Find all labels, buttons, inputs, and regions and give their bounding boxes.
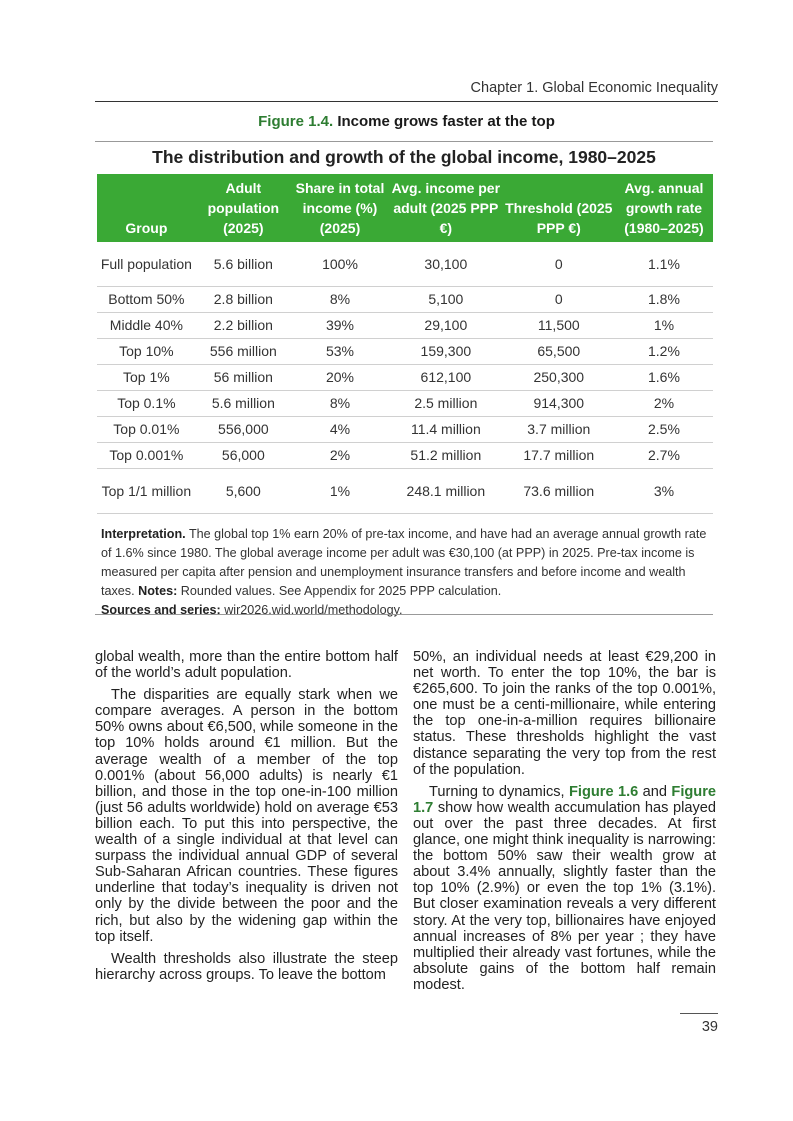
- paragraph-text: and: [638, 783, 672, 800]
- table-cell: 2%: [291, 443, 389, 469]
- left-column: [95, 649, 398, 989]
- table-cell: Full population: [97, 242, 196, 287]
- page-number-rule: [680, 1013, 718, 1014]
- table-cell: Top 1%: [97, 365, 196, 391]
- distribution-table: [97, 174, 713, 514]
- table-cell: 11,500: [503, 313, 615, 339]
- col-header: Avg. income per adult (2025 PPP €): [389, 174, 503, 242]
- paragraph-text: show how wealth accumulation has played out over the past three decades. At first glance, one might think inequality is narrowing: the bottom 50% saw their wealth grow at about 3.4% annually, slightly faster than the top 10% (2.9%) or even the top 1% (3.1%). But closer examination reveals a very different story. At the very top, billionaires have enjoyed annual increases of 8% per year ; they have multiplied their already vast fortunes, while the absolute gains of the bottom half remain modest.: [413, 799, 716, 993]
- paragraph: Wealth thresholds also illustrate the steep hierarchy across groups. To leave the bottom: [95, 950, 398, 983]
- table-cell: 4%: [291, 417, 389, 443]
- table-cell: Middle 40%: [97, 313, 196, 339]
- table-row: [97, 417, 713, 443]
- table-cell: Top 10%: [97, 339, 196, 365]
- table-cell: 2.5%: [615, 417, 713, 443]
- paragraph: global wealth, more than the entire bottom half of the world’s adult population.: [95, 649, 398, 682]
- table-cell: 56 million: [196, 365, 291, 391]
- figure-1-6-link[interactable]: Figure 1.6: [568, 783, 639, 800]
- page-number: 39: [701, 1019, 718, 1035]
- table-cell: Bottom 50%: [97, 287, 196, 313]
- paragraph: [413, 784, 716, 993]
- table-row: [97, 391, 713, 417]
- table-cell: 29,100: [389, 313, 503, 339]
- table-notes: [101, 525, 713, 620]
- table-cell: Top 0.001%: [97, 443, 196, 469]
- table-cell: 30,100: [389, 242, 503, 287]
- table-cell: 1%: [615, 313, 713, 339]
- table-cell: Top 0.01%: [97, 417, 196, 443]
- table-row: [97, 287, 713, 313]
- col-header: Group: [97, 174, 196, 242]
- table-cell: 17.7 million: [503, 443, 615, 469]
- sources-text: wir2026.wid.world/methodology.: [220, 603, 403, 617]
- sources-label: Sources and series:: [101, 603, 221, 617]
- table-cell: 65,500: [503, 339, 615, 365]
- table-cell: 0: [503, 287, 615, 313]
- table-cell: 556,000: [196, 417, 291, 443]
- header-rule: [95, 101, 718, 102]
- table-cell: 1%: [291, 469, 389, 514]
- table-cell: 8%: [291, 391, 389, 417]
- table-cell: 1.1%: [615, 242, 713, 287]
- table-row: [97, 443, 713, 469]
- notes-text: Rounded values. See Appendix for 2025 PPP calculation.: [177, 584, 502, 598]
- table-row: [97, 242, 713, 287]
- table-cell: 1.6%: [615, 365, 713, 391]
- table-cell: 1.2%: [615, 339, 713, 365]
- table-cell: 556 million: [196, 339, 291, 365]
- table-cell: 5.6 million: [196, 391, 291, 417]
- chapter-header: Chapter 1. Global Economic Inequality: [470, 80, 718, 96]
- col-header: Avg. annual growth rate (1980–2025): [615, 174, 713, 242]
- table-row: [97, 469, 713, 514]
- table-cell: 39%: [291, 313, 389, 339]
- table-cell: 2.8 billion: [196, 287, 291, 313]
- table-cell: 56,000: [196, 443, 291, 469]
- table-cell: Top 1/1 million: [97, 469, 196, 514]
- table-cell: 612,100: [389, 365, 503, 391]
- figure-1-7-link[interactable]: Figure 1.7: [413, 783, 716, 816]
- interpretation-label: Interpretation.: [101, 527, 186, 541]
- table-cell: Top 0.1%: [97, 391, 196, 417]
- figure-caption: Income grows faster at the top: [337, 113, 555, 130]
- table-row: [97, 339, 713, 365]
- paragraph: The disparities are equally stark when we compare averages. A person in the bottom 50% owns about €6,500, while someone in the top 10% holds around €1 million. But the average wealth of a member of the top 0.001% (about 56,000 adults) is nearly €1 billion, and those in the top one-in-100 million (just 56 adults worldwide) hold on average €53 billion each. To put this into perspective, the wealth of a single individual at that level can surpass the individual annual GDP of several Sub-Saharan African countries. These figures underline that today’s inequality is driven not only by the divide between the poor and the rich, but also by the widening gap within the top itself.: [95, 687, 398, 945]
- table-cell: 2%: [615, 391, 713, 417]
- table-top-rule: [95, 141, 713, 142]
- table-cell: 1.8%: [615, 287, 713, 313]
- table-row: [97, 365, 713, 391]
- table-cell: 3.7 million: [503, 417, 615, 443]
- right-column: [413, 649, 716, 999]
- table-bottom-rule: [95, 614, 713, 615]
- figure-title: [95, 113, 718, 130]
- table-cell: 248.1 million: [389, 469, 503, 514]
- table-cell: 2.7%: [615, 443, 713, 469]
- table-title: The distribution and growth of the global income, 1980–2025: [152, 147, 656, 167]
- table-cell: 100%: [291, 242, 389, 287]
- notes-label: Notes:: [138, 584, 178, 598]
- table-header-row: [97, 174, 713, 242]
- table-cell: 8%: [291, 287, 389, 313]
- table-cell: 5,100: [389, 287, 503, 313]
- table-cell: 914,300: [503, 391, 615, 417]
- table-cell: 11.4 million: [389, 417, 503, 443]
- table-cell: 73.6 million: [503, 469, 615, 514]
- table-cell: 2.5 million: [389, 391, 503, 417]
- table-cell: 20%: [291, 365, 389, 391]
- table-cell: 0: [503, 242, 615, 287]
- col-header: Threshold (2025 PPP €): [503, 174, 615, 242]
- table-cell: 5,600: [196, 469, 291, 514]
- table-cell: 51.2 million: [389, 443, 503, 469]
- table-cell: 5.6 billion: [196, 242, 291, 287]
- figure-number: Figure 1.4.: [258, 113, 334, 130]
- table-cell: 53%: [291, 339, 389, 365]
- table-cell: 3%: [615, 469, 713, 514]
- col-header: Share in total income (%) (2025): [291, 174, 389, 242]
- col-header: Adult population (2025): [196, 174, 291, 242]
- paragraph: 50%, an individual needs at least €29,200 in net worth. To enter the top 10%, the bar is €265,600. To join the ranks of the top 0.001%, one must be a centi-millionaire, while entering the top one-in-a-million requires billionaire status. These thresholds highlight the vast distance separating the very top from the rest of the population.: [413, 649, 716, 778]
- interpretation-text: The global top 1% earn 20% of pre-tax income, and have had an average annual growth rate of 1.6% since 1980. The global average income per adult was €30,100 (at PPP) in 2025. Pre-tax income is measured per capita after pension and unemployment insurance transfers and before income and wealth taxes.: [101, 527, 707, 598]
- table-cell: 250,300: [503, 365, 615, 391]
- table-cell: 2.2 billion: [196, 313, 291, 339]
- table-cell: 159,300: [389, 339, 503, 365]
- paragraph-text: Turning to dynamics,: [429, 783, 569, 800]
- table-row: [97, 313, 713, 339]
